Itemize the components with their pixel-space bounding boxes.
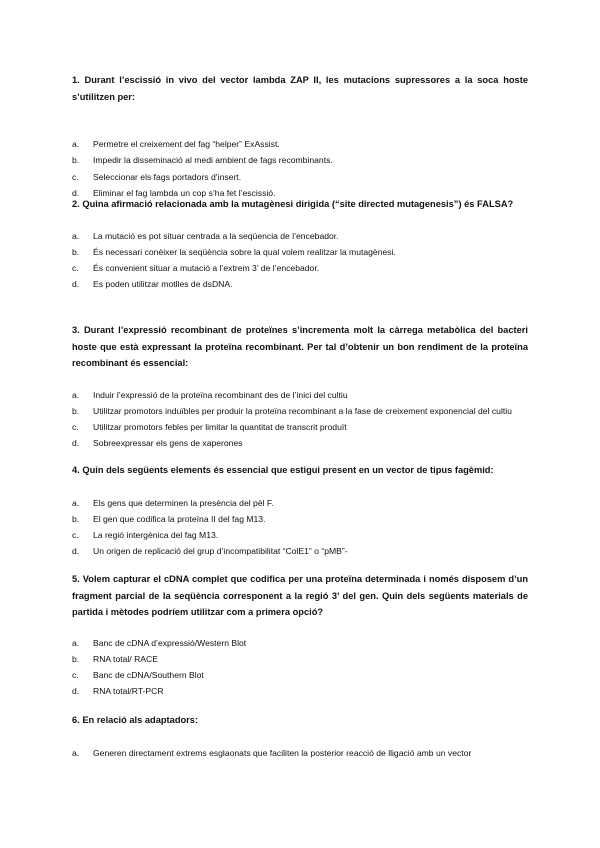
option-letter: a. bbox=[72, 747, 80, 758]
option-letter: d. bbox=[72, 686, 80, 697]
option-b bbox=[72, 511, 494, 527]
question-text: 1. Durant l’escissió in vivo del vector lambda ZAP II, les mutacions supressores a la soca hoste s’utilitzen per: bbox=[72, 75, 528, 102]
question-text: 5. Volem capturar el cDNA complet que codifica per una proteïna determinada i només disposem d’un fragment parcial de la seqüència corresponent a la regió 3’ del gen. Quin dels següents materials de partida i mètodes podríem utilitzar com a primera opció? bbox=[72, 574, 528, 617]
option-text: Permetre el creixement del fag “helper” ExAssist. bbox=[93, 139, 280, 149]
option-text: Induir l’expressió de la proteïna recombinant des de l’inici del cultiu bbox=[93, 389, 348, 400]
option-b bbox=[72, 152, 528, 168]
option-a bbox=[72, 387, 528, 403]
option-letter: d. bbox=[72, 187, 80, 198]
option-text: Impedir la disseminació al medi ambient de fags recombinants. bbox=[93, 155, 333, 166]
option-letter: c. bbox=[72, 670, 79, 681]
option-a bbox=[72, 495, 494, 511]
option-list bbox=[72, 228, 513, 293]
question-text: 3. Durant l’expressió recombinant de proteïnes s’incrementa molt la càrrega metabòlica del bacteri hoste que està expressant la proteïna recombinant. Per tal d’obtenir un bon rendiment de la proteïna recombinant és essencial: bbox=[72, 325, 528, 368]
option-list bbox=[72, 745, 471, 761]
option-b bbox=[72, 403, 528, 419]
option-text: Es poden utilitzar motlles de dsDNA. bbox=[93, 279, 233, 290]
option-text: És necessari conèixer la seqüència sobre la qual volem realitzar la mutagènesi. bbox=[93, 246, 396, 257]
option-c bbox=[72, 169, 528, 185]
question-3 bbox=[72, 322, 528, 452]
option-text: Eliminar el fag lambda un cop s’ha fet l’escissió. bbox=[93, 187, 276, 198]
option-letter: b. bbox=[72, 405, 80, 416]
question-6 bbox=[72, 712, 471, 761]
option-d bbox=[72, 543, 494, 559]
option-list bbox=[72, 635, 528, 700]
option-d bbox=[72, 683, 528, 699]
option-letter: b. bbox=[72, 246, 80, 257]
option-text: Banc de cDNA d’expressió/Western Blot bbox=[93, 637, 247, 648]
option-text: RNA total/RT-PCR bbox=[93, 686, 164, 697]
option-a bbox=[72, 228, 513, 244]
option-text: Banc de cDNA/Southern Blot bbox=[93, 670, 204, 681]
option-text: Sobreexpressar els gens de xaperones bbox=[93, 438, 243, 449]
option-list bbox=[72, 136, 528, 201]
option-text: Utilitzar promotors induïbles per produir la proteïna recombinant a la fase de creixement exponencial del cultiu bbox=[93, 405, 512, 416]
option-c bbox=[72, 527, 494, 543]
option-c bbox=[72, 260, 513, 276]
question-2 bbox=[72, 196, 513, 293]
question-text: 6. En relació als adaptadors: bbox=[72, 715, 199, 725]
option-letter: a. bbox=[72, 139, 80, 149]
option-list bbox=[72, 387, 528, 452]
option-letter: d. bbox=[72, 546, 80, 557]
option-d bbox=[72, 435, 528, 451]
option-c bbox=[72, 419, 528, 435]
question-4 bbox=[72, 462, 494, 560]
option-letter: a. bbox=[72, 389, 80, 400]
option-d bbox=[72, 276, 513, 292]
option-text: La regió intergènica del fag M13. bbox=[93, 530, 219, 541]
option-letter: b. bbox=[72, 653, 80, 664]
question-5 bbox=[72, 571, 528, 700]
question-text: 2. Quina afirmació relacionada amb la mutagènesi dirigida (“site directed mutagenesis”) és FALSA? bbox=[72, 199, 514, 209]
option-letter: d. bbox=[72, 438, 80, 449]
option-letter: b. bbox=[72, 513, 80, 524]
option-text: Generen directament extrems esglaonats que faciliten la posterior reacció de lligació amb un vector bbox=[93, 747, 472, 758]
option-text: RNA total/ RACE bbox=[93, 653, 158, 664]
option-c bbox=[72, 667, 528, 683]
question-1 bbox=[72, 72, 528, 201]
option-text: La mutació es pot situar centrada a la seqüencia de l’encebador. bbox=[93, 230, 339, 241]
option-letter: c. bbox=[72, 263, 79, 274]
option-letter: c. bbox=[72, 422, 79, 433]
option-list bbox=[72, 495, 494, 560]
option-text: Un origen de replicació del grup d’incompatibilitat “ColE1” o “pMB”- bbox=[93, 546, 348, 557]
option-text: És convenient situar a mutació a l’extrem 3’ de l’encebador. bbox=[93, 263, 320, 274]
option-letter: d. bbox=[72, 279, 80, 290]
option-b bbox=[72, 244, 513, 260]
question-text: 4. Quin dels següents elements és essencial que estigui present en un vector de tipus fagèmid: bbox=[72, 465, 494, 475]
option-letter: c. bbox=[72, 530, 79, 541]
option-letter: a. bbox=[72, 230, 80, 241]
option-text: Utilitzar promotors febles per limitar la quantitat de transcrit produït bbox=[93, 422, 347, 433]
option-b bbox=[72, 651, 528, 667]
option-letter: b. bbox=[72, 155, 80, 166]
option-letter: c. bbox=[72, 171, 79, 182]
option-text: Els gens que determinen la presència del pèl F. bbox=[93, 497, 274, 508]
option-a bbox=[72, 635, 528, 651]
option-text: Seleccionar els fags portadors d’insert. bbox=[93, 171, 242, 182]
option-letter: a. bbox=[72, 497, 80, 508]
option-text: El gen que codifica la proteïna II del fag M13. bbox=[93, 513, 266, 524]
option-letter: a. bbox=[72, 637, 80, 648]
option-a bbox=[72, 745, 471, 761]
option-a bbox=[72, 136, 528, 152]
